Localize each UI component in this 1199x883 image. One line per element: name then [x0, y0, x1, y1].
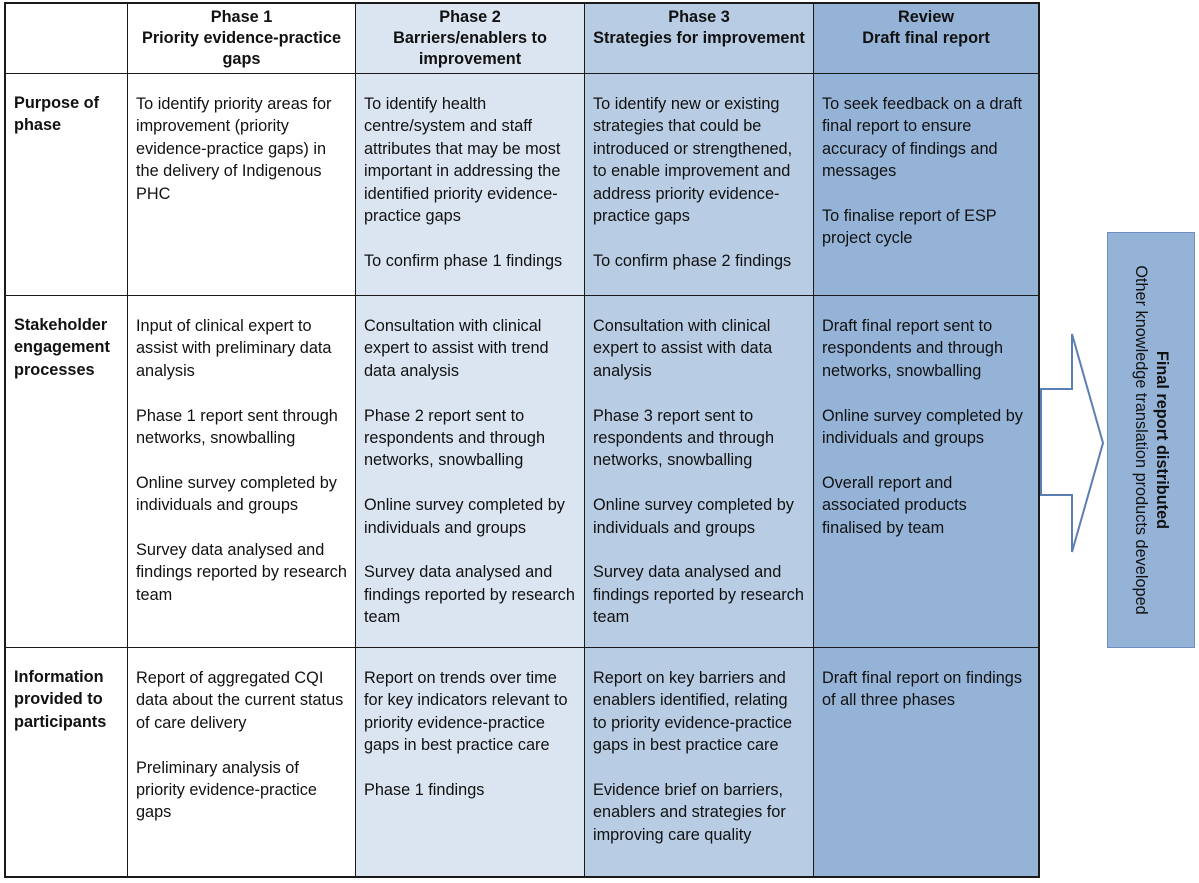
header-phase-1: [128, 4, 356, 74]
cell-text: Survey data analysed and findings reported by research team: [136, 541, 347, 604]
row-label-engagement: Stakeholder engagement processes: [6, 296, 128, 648]
header-title: Phase 2: [439, 8, 501, 26]
engagement-review: [814, 296, 1038, 648]
cell-text: To confirm phase 1 findings: [364, 251, 563, 270]
header-phase-2: [356, 4, 585, 74]
information-phase-1: [128, 648, 356, 876]
cell-text: Phase 1 report sent through networks, snowballing: [136, 406, 338, 448]
cell-text: Online survey completed by individuals and groups: [593, 496, 794, 537]
information-review: [814, 648, 1038, 876]
engagement-phase-3: [585, 296, 814, 648]
information-row: [6, 648, 1038, 876]
header-title: Phase 1: [210, 8, 273, 26]
cell-text: Online survey completed by individuals and groups: [364, 496, 565, 537]
header-phase-3: [585, 4, 814, 74]
engagement-phase-2: [356, 296, 585, 648]
cell-text: Draft final report sent to respondents and through networks, snowballing: [822, 317, 1004, 380]
right-arrow-icon: [1040, 332, 1106, 554]
purpose-review: [814, 74, 1038, 296]
header-subtitle: Strategies for improvement: [593, 29, 805, 47]
header-corner-cell: [6, 4, 128, 74]
header-row: [6, 4, 1038, 74]
cell-text: To seek feedback on a draft final report to ensure accuracy of findings and messages: [822, 95, 1023, 181]
cell-text: To finalise report of ESP project cycle: [822, 207, 997, 248]
row-label-information: Information provided to participants: [6, 648, 128, 876]
cell-text: To confirm phase 2 findings: [593, 251, 792, 270]
purpose-phase-2: [356, 74, 585, 296]
purpose-phase-3: [585, 74, 814, 296]
cell-text: Consultation with clinical expert to assist with data analysis: [593, 317, 773, 380]
header-subtitle: Priority evidence-practice gaps: [141, 29, 342, 68]
final-report-subtitle: Other knowledge translation products developed: [1132, 265, 1150, 615]
cell-text: To identify new or existing strategies that could be introduced or strengthened, to enable improvement and address priority evidence-practice gaps: [593, 95, 793, 226]
cell-text: Online survey completed by individuals and groups: [822, 406, 1023, 448]
final-report-box: [1107, 232, 1195, 648]
cell-text: Report on key barriers and enablers identified, relating to priority evidence-practice gaps in best practice care: [593, 669, 793, 755]
cell-text: Phase 2 report sent to respondents and through networks, snowballing: [364, 406, 546, 470]
cell-text: Phase 3 report sent to respondents and through networks, snowballing: [593, 406, 775, 470]
cell-text: Online survey completed by individuals and groups: [136, 473, 337, 515]
cell-text: Report on trends over time for key indicators relevant to priority evidence-practice gaps in best practice care: [364, 669, 568, 755]
cell-text: Survey data analysed and findings reported by research team: [593, 563, 804, 627]
row-label-purpose: Purpose of phase: [6, 74, 128, 296]
header-title: Phase 3: [668, 8, 730, 26]
esp-process-table: [4, 2, 1040, 878]
cell-text: Survey data analysed and findings reported by research team: [364, 563, 575, 627]
cell-text: Report of aggregated CQI data about the current status of care delivery: [136, 669, 344, 732]
engagement-phase-1: [128, 296, 356, 648]
final-report-text: [1130, 240, 1172, 640]
header-title: Review: [897, 8, 955, 26]
cell-text: Preliminary analysis of priority evidence-practice gaps: [136, 758, 317, 822]
cell-text: To identify priority areas for improvement (priority evidence-practice gaps) in the delivery of Indigenous PHC: [136, 95, 332, 203]
information-phase-3: [585, 648, 814, 876]
engagement-row: [6, 296, 1038, 648]
cell-text: Evidence brief on barriers, enablers and strategies for improving care quality: [593, 781, 786, 844]
information-phase-2: [356, 648, 585, 876]
cell-text: Overall report and associated products finalised by team: [822, 473, 967, 537]
cell-text: Draft final report on findings of all three phases: [822, 669, 1023, 710]
purpose-row: [6, 74, 1038, 296]
cell-text: To identify health centre/system and staff attributes that may be most important in addressing the identified priority evidence-practice gaps: [364, 95, 561, 226]
cell-text: Input of clinical expert to assist with preliminary data analysis: [136, 317, 332, 380]
header-review: [814, 4, 1038, 74]
header-subtitle: Barriers/enablers to improvement: [393, 29, 547, 68]
cell-text: Phase 1 findings: [364, 781, 485, 800]
cell-text: Consultation with clinical expert to assist with trend data analysis: [364, 317, 549, 380]
header-subtitle: Draft final report: [862, 29, 990, 47]
purpose-phase-1: [128, 74, 356, 296]
final-report-title: Final report distributed: [1153, 350, 1171, 530]
